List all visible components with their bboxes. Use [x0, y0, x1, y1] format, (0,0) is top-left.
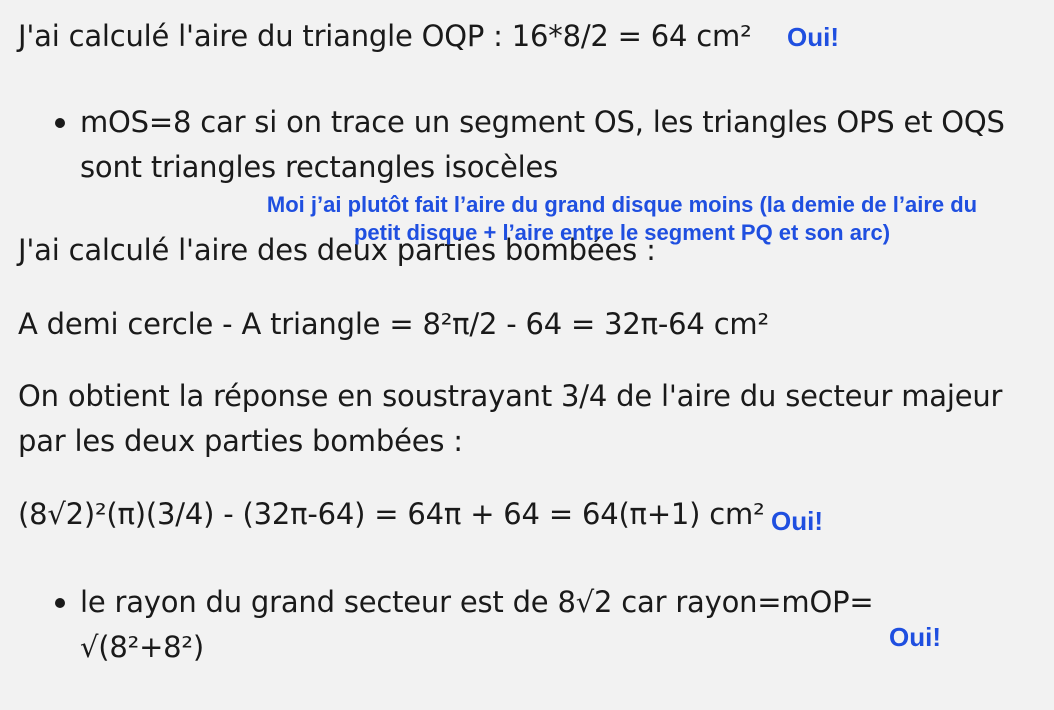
- formula-text: (8√2)²(π)(3/4) - (32π-64) = 64π + 64 = 64(π+1) cm²: [18, 497, 765, 531]
- oui-annotation-1: Oui!: [787, 22, 839, 52]
- bullet-icon: [55, 118, 65, 128]
- bulged-parts-text: J'ai calculé l'aire des deux parties bombées :: [18, 233, 656, 267]
- bullet-mos-line2: sont triangles rectangles isocèles: [80, 150, 559, 184]
- answer-line2: par les deux parties bombées :: [18, 424, 463, 458]
- comment-line2: petit disque + l’aire entre le segment PQ et son arc): [353, 220, 891, 245]
- bullet-radius-line2: √(8²+8²): [80, 630, 204, 664]
- triangle-area-text: J'ai calculé l'aire du triangle OQP : 16*8/2 = 64 cm²: [18, 19, 752, 53]
- bullet-radius-line1: le rayon du grand secteur est de 8√2 car rayon=mOP=: [80, 585, 874, 619]
- oui-annotation-2: Oui!: [771, 506, 823, 536]
- oui-annotation-3: Oui!: [889, 622, 941, 652]
- comment-line1: Moi j’ai plutôt fait l’aire du grand disque moins (la demie de l’aire du: [266, 192, 978, 217]
- teacher-comment: [222, 191, 1022, 247]
- half-circle-text: A demi cercle - A triangle = 8²π/2 - 64 = 32π-64 cm²: [18, 307, 769, 341]
- answer-line1: On obtient la réponse en soustrayant 3/4 de l'aire du secteur majeur: [18, 379, 1003, 413]
- bullet-mos-line1: mOS=8 car si on trace un segment OS, les triangles OPS et OQS: [80, 105, 1005, 139]
- bullet-icon: [55, 598, 65, 608]
